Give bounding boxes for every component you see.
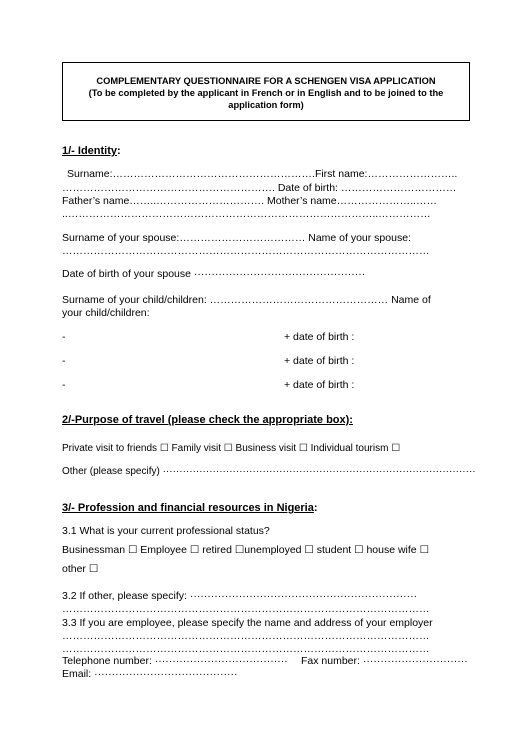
header-subtitle: (To be completed by the applicant in French or in English and to be joined to the: [88, 88, 444, 98]
telephone-field[interactable]: Telephone number: ······································: [62, 655, 288, 667]
child-dob-field[interactable]: + date of birth :: [284, 379, 355, 391]
child-names-field[interactable]: Surname of your child/children: …………………………………………… Name of: [62, 294, 431, 306]
professional-status-other-checkbox[interactable]: other ☐: [62, 563, 99, 575]
section-profession-heading: [62, 502, 318, 514]
dob-field[interactable]: ……………………………………………………. Date of birth: ……………………………: [62, 182, 457, 194]
child-dob-field[interactable]: + date of birth :: [284, 355, 355, 367]
header-title: COMPLEMENTARY QUESTIONNAIRE FOR A SCHENGEN VISA APPLICATION: [96, 76, 436, 86]
email-field[interactable]: Email: ·········································: [62, 668, 238, 680]
child-names-continuation: your child/children:: [62, 307, 150, 319]
section-profession-title: 3/- Profession and financial resources in Nigeria: [62, 502, 314, 514]
section-profession-colon: :: [313, 502, 318, 514]
parents-name-field[interactable]: Father’s name……..…………………………. Mother’s name…………………..……: [62, 195, 437, 207]
surname-firstname-field[interactable]: Surname:………………………………………………….First name:……………………..: [67, 168, 458, 180]
child-dash: -: [62, 355, 66, 367]
other-status-continuation[interactable]: ……………………………………………………………………………………………: [62, 603, 430, 615]
child-dash: -: [62, 379, 66, 391]
employer-question: 3.3 If you are employee, please specify the name and address of your employer: [62, 617, 433, 629]
purpose-options-checkboxes[interactable]: Private visit to friends ☐ Family visit ☐ Business visit ☐ Individual tourism ☐: [62, 443, 401, 454]
child-dob-field[interactable]: + date of birth :: [284, 331, 355, 343]
purpose-other-field[interactable]: Other (please specify) ······························································································: [62, 466, 476, 477]
spouse-names-continuation[interactable]: ……………………………………………………………………………………………: [62, 245, 430, 257]
form-header: [62, 62, 470, 121]
spouse-dob-field[interactable]: Date of birth of your spouse ·················································: [62, 268, 366, 280]
fax-field[interactable]: Fax number: ······························: [301, 655, 468, 667]
employer-field[interactable]: ……………………………………………………………………………………………: [62, 630, 430, 642]
other-status-specify-field[interactable]: 3.2 If other, please specify: ·································································: [62, 590, 418, 602]
section-identity-heading: [62, 145, 121, 157]
section-purpose-title: 2/-Purpose of travel (please check the appropriate box):: [62, 414, 353, 426]
section-identity-title: 1/- Identity: [62, 145, 118, 157]
child-dash: -: [62, 331, 66, 343]
professional-status-checkboxes[interactable]: Businessman ☐ Employee ☐ retired ☐unemployed ☐ student ☐ house wife ☐: [62, 544, 429, 556]
spouse-names-field[interactable]: Surname of your spouse:……………………………… Name of your spouse:: [62, 232, 411, 244]
employer-field-continuation[interactable]: ……………………………………………………………………………………………: [62, 643, 430, 655]
parents-name-continuation[interactable]: ..……………………………………………………………………………..……………: [62, 208, 431, 220]
professional-status-question: 3.1 What is your current professional status?: [62, 525, 270, 537]
section-identity-colon: :: [117, 145, 121, 157]
header-subtitle-end: application form): [228, 100, 304, 110]
